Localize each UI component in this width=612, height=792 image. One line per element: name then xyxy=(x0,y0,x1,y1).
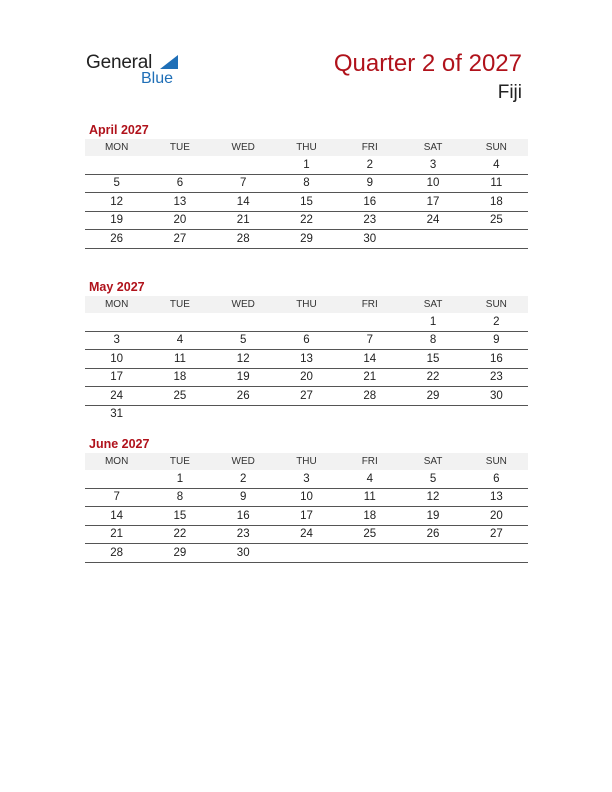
day-cell: 2 xyxy=(465,313,528,331)
day-cell: 23 xyxy=(338,211,401,230)
day-cell xyxy=(85,156,148,174)
weekday-header-mon: MON xyxy=(85,139,148,156)
day-cell: 27 xyxy=(465,525,528,544)
day-cell: 7 xyxy=(212,174,275,193)
week-row xyxy=(85,350,528,369)
day-cell: 19 xyxy=(212,368,275,387)
month-june xyxy=(85,435,528,563)
day-cell: 1 xyxy=(401,313,464,331)
day-cell: 27 xyxy=(275,387,338,406)
weekday-header-sun: SUN xyxy=(465,296,528,313)
month-may xyxy=(85,278,528,423)
week-row xyxy=(85,507,528,526)
day-cell: 3 xyxy=(401,156,464,174)
day-cell: 3 xyxy=(275,470,338,488)
weekday-header-mon: MON xyxy=(85,453,148,470)
day-cell: 19 xyxy=(85,211,148,230)
day-cell: 12 xyxy=(212,350,275,369)
month-title: June 2027 xyxy=(89,437,150,451)
weekday-header-fri: FRI xyxy=(338,296,401,313)
day-cell: 9 xyxy=(338,174,401,193)
day-cell: 11 xyxy=(148,350,211,369)
week-row xyxy=(85,387,528,406)
day-cell: 28 xyxy=(338,387,401,406)
week-row xyxy=(85,470,528,488)
day-cell xyxy=(275,313,338,331)
day-cell xyxy=(212,405,275,423)
day-cell: 3 xyxy=(85,331,148,350)
weekday-header-tue: TUE xyxy=(148,296,211,313)
weekday-header-fri: FRI xyxy=(338,453,401,470)
calendar-table xyxy=(85,453,528,563)
day-cell: 1 xyxy=(148,470,211,488)
weekday-header-sat: SAT xyxy=(401,453,464,470)
day-cell xyxy=(401,405,464,423)
day-cell: 25 xyxy=(148,387,211,406)
day-cell: 8 xyxy=(148,488,211,507)
weekday-header-fri: FRI xyxy=(338,139,401,156)
day-cell: 23 xyxy=(212,525,275,544)
weekday-header-row xyxy=(85,296,528,313)
day-cell xyxy=(338,544,401,563)
day-cell: 30 xyxy=(338,230,401,249)
day-cell: 2 xyxy=(338,156,401,174)
weekday-header-wed: WED xyxy=(212,296,275,313)
day-cell: 6 xyxy=(148,174,211,193)
day-cell xyxy=(275,405,338,423)
weekday-header-wed: WED xyxy=(212,139,275,156)
calendar-table xyxy=(85,139,528,249)
weekday-header-row xyxy=(85,139,528,156)
week-row xyxy=(85,488,528,507)
day-cell xyxy=(338,313,401,331)
day-cell xyxy=(85,313,148,331)
calendar-body xyxy=(85,156,528,248)
calendar-body xyxy=(85,470,528,562)
day-cell: 5 xyxy=(212,331,275,350)
day-cell: 18 xyxy=(338,507,401,526)
weekday-header-tue: TUE xyxy=(148,139,211,156)
day-cell xyxy=(212,313,275,331)
day-cell: 4 xyxy=(465,156,528,174)
day-cell: 10 xyxy=(401,174,464,193)
day-cell: 25 xyxy=(465,211,528,230)
day-cell: 15 xyxy=(148,507,211,526)
day-cell: 17 xyxy=(401,193,464,212)
calendar-body xyxy=(85,313,528,423)
logo-text-general: General xyxy=(86,52,153,73)
day-cell: 4 xyxy=(148,331,211,350)
day-cell: 22 xyxy=(401,368,464,387)
day-cell: 20 xyxy=(148,211,211,230)
day-cell: 22 xyxy=(148,525,211,544)
day-cell xyxy=(148,405,211,423)
week-row xyxy=(85,368,528,387)
day-cell xyxy=(148,156,211,174)
day-cell xyxy=(338,405,401,423)
day-cell xyxy=(465,544,528,563)
day-cell: 21 xyxy=(85,525,148,544)
day-cell: 22 xyxy=(275,211,338,230)
week-row xyxy=(85,313,528,331)
week-row xyxy=(85,331,528,350)
day-cell: 18 xyxy=(148,368,211,387)
week-row xyxy=(85,230,528,249)
day-cell: 19 xyxy=(401,507,464,526)
week-row xyxy=(85,525,528,544)
day-cell: 10 xyxy=(85,350,148,369)
weekday-header-sat: SAT xyxy=(401,296,464,313)
day-cell: 5 xyxy=(85,174,148,193)
day-cell: 16 xyxy=(338,193,401,212)
day-cell: 30 xyxy=(212,544,275,563)
weekday-header-sun: SUN xyxy=(465,139,528,156)
day-cell: 24 xyxy=(275,525,338,544)
day-cell: 26 xyxy=(212,387,275,406)
day-cell: 15 xyxy=(401,350,464,369)
day-cell: 13 xyxy=(275,350,338,369)
day-cell: 23 xyxy=(465,368,528,387)
day-cell: 29 xyxy=(401,387,464,406)
day-cell: 27 xyxy=(148,230,211,249)
day-cell: 17 xyxy=(275,507,338,526)
day-cell: 7 xyxy=(85,488,148,507)
weekday-header-thu: THU xyxy=(275,139,338,156)
page-title: Quarter 2 of 2027 xyxy=(333,50,522,77)
day-cell: 13 xyxy=(148,193,211,212)
day-cell: 12 xyxy=(85,193,148,212)
weekday-header-row xyxy=(85,453,528,470)
week-row xyxy=(85,211,528,230)
day-cell: 29 xyxy=(148,544,211,563)
logo-triangle-icon xyxy=(160,55,178,69)
day-cell: 14 xyxy=(338,350,401,369)
day-cell: 6 xyxy=(275,331,338,350)
day-cell: 28 xyxy=(85,544,148,563)
day-cell: 18 xyxy=(465,193,528,212)
day-cell xyxy=(465,230,528,249)
day-cell: 26 xyxy=(85,230,148,249)
month-april xyxy=(85,121,528,249)
day-cell: 9 xyxy=(465,331,528,350)
weekday-header-thu: THU xyxy=(275,453,338,470)
day-cell: 13 xyxy=(465,488,528,507)
day-cell xyxy=(401,544,464,563)
day-cell: 30 xyxy=(465,387,528,406)
day-cell: 6 xyxy=(465,470,528,488)
weekday-header-mon: MON xyxy=(85,296,148,313)
month-title: April 2027 xyxy=(89,123,149,137)
day-cell: 10 xyxy=(275,488,338,507)
day-cell: 20 xyxy=(465,507,528,526)
day-cell: 8 xyxy=(275,174,338,193)
day-cell: 21 xyxy=(338,368,401,387)
day-cell: 14 xyxy=(212,193,275,212)
day-cell xyxy=(401,230,464,249)
weekday-header-sat: SAT xyxy=(401,139,464,156)
logo-text-blue: Blue xyxy=(141,70,174,87)
day-cell: 1 xyxy=(275,156,338,174)
day-cell: 16 xyxy=(212,507,275,526)
day-cell xyxy=(212,156,275,174)
day-cell: 14 xyxy=(85,507,148,526)
week-row xyxy=(85,174,528,193)
day-cell: 8 xyxy=(401,331,464,350)
day-cell: 15 xyxy=(275,193,338,212)
day-cell: 9 xyxy=(212,488,275,507)
day-cell: 7 xyxy=(338,331,401,350)
day-cell xyxy=(85,470,148,488)
day-cell: 11 xyxy=(338,488,401,507)
day-cell: 4 xyxy=(338,470,401,488)
day-cell: 17 xyxy=(85,368,148,387)
weekday-header-thu: THU xyxy=(275,296,338,313)
day-cell: 2 xyxy=(212,470,275,488)
day-cell: 11 xyxy=(465,174,528,193)
week-row xyxy=(85,544,528,563)
day-cell: 29 xyxy=(275,230,338,249)
day-cell xyxy=(148,313,211,331)
day-cell: 12 xyxy=(401,488,464,507)
week-row xyxy=(85,405,528,423)
day-cell: 28 xyxy=(212,230,275,249)
day-cell: 25 xyxy=(338,525,401,544)
day-cell: 24 xyxy=(85,387,148,406)
calendar-table xyxy=(85,296,528,423)
day-cell: 31 xyxy=(110,408,124,421)
weekday-header-wed: WED xyxy=(212,453,275,470)
day-cell xyxy=(275,544,338,563)
week-row xyxy=(85,193,528,212)
day-cell: 16 xyxy=(465,350,528,369)
weekday-header-sun: SUN xyxy=(465,453,528,470)
month-title: May 2027 xyxy=(89,280,145,294)
day-cell: 26 xyxy=(401,525,464,544)
weekday-header-tue: TUE xyxy=(148,453,211,470)
day-cell: 21 xyxy=(212,211,275,230)
day-cell: 20 xyxy=(275,368,338,387)
logo xyxy=(86,52,196,92)
week-row xyxy=(85,156,528,174)
country-label: Fiji xyxy=(497,82,522,103)
day-cell: 5 xyxy=(401,470,464,488)
day-cell: 24 xyxy=(401,211,464,230)
day-cell xyxy=(465,405,528,423)
